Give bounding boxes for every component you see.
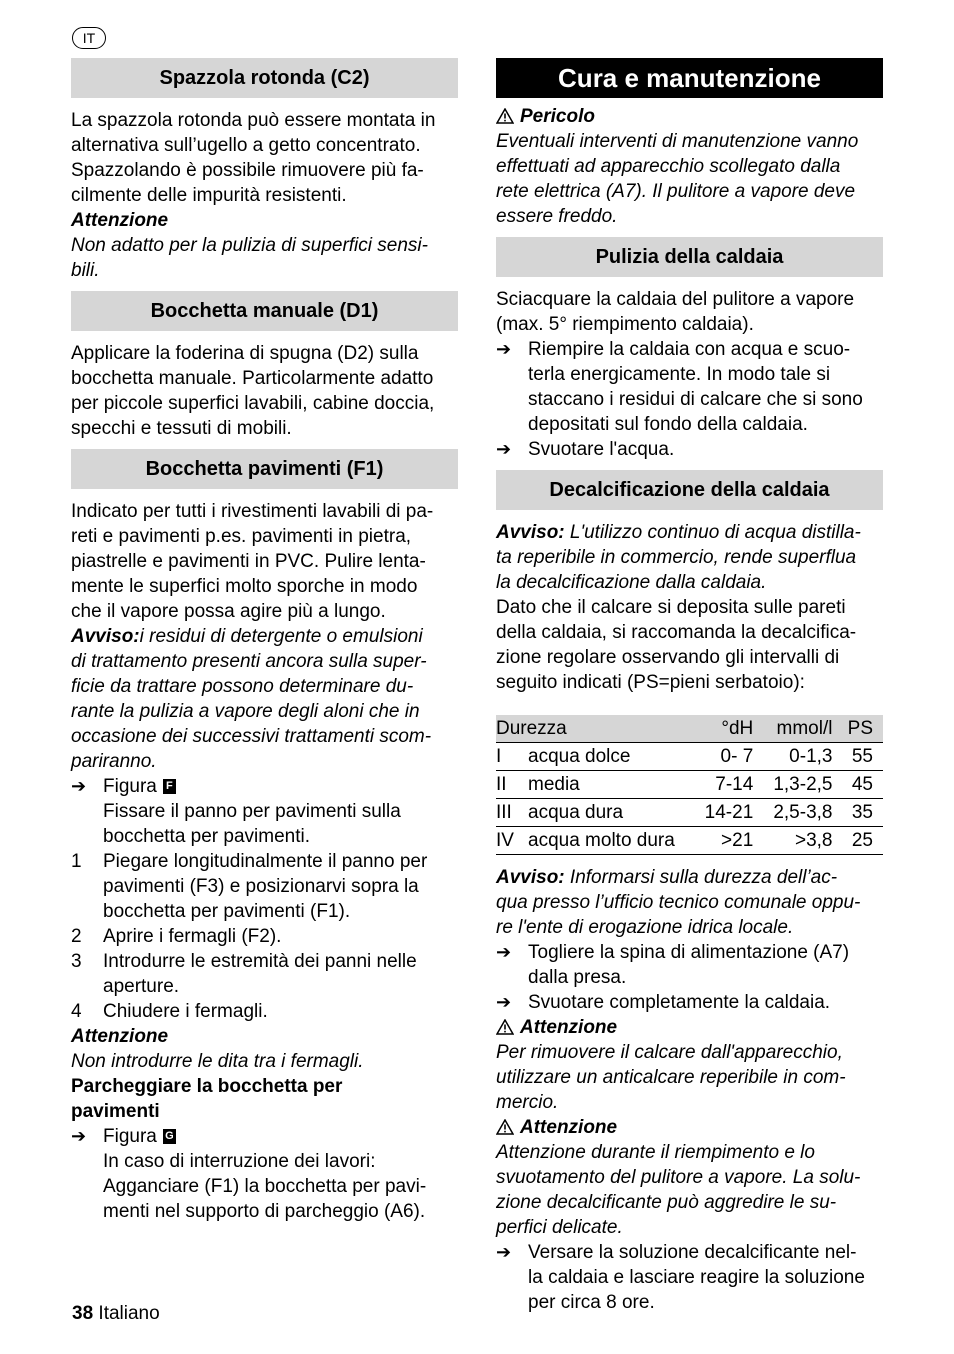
table-row [496, 771, 883, 799]
warning-triangle-icon [496, 108, 514, 124]
notice-line: qua presso l’ufficio tecnico comunale oppu- [496, 892, 861, 913]
table-cell: IV [496, 827, 528, 855]
table-row [496, 799, 883, 827]
list-item-text: per circa 8 ore. [528, 1292, 655, 1313]
figure-letter-icon: G [163, 1129, 176, 1144]
notice-label: Avviso: [496, 867, 565, 888]
notice-line: di trattamento presenti ancora sulla super- [71, 651, 427, 672]
list-item [496, 412, 883, 437]
paragraph: che il vapore possa agire più a lungo. [71, 601, 386, 622]
warning-triangle-icon [496, 1019, 514, 1035]
paragraph: zione regolare osservando gli intervalli di [496, 647, 840, 668]
warning-text: bili. [71, 260, 100, 281]
notice-text [496, 865, 883, 890]
step-item [71, 949, 458, 974]
subheading-parking: Parcheggiare la bocchetta per [71, 1076, 343, 1097]
notice-line: ficie da trattare possono determinare du- [71, 676, 414, 697]
table-cell: 25 [842, 827, 883, 855]
paragraph: La spazzola rotonda può essere montata in [71, 110, 436, 131]
paragraph: specchi e tessuti di mobili. [71, 418, 292, 439]
figure-label: Figura [103, 1126, 157, 1147]
step-text: Introdurre le estremità dei panni nelle [103, 951, 417, 972]
warning-text: Per rimuovere il calcare dall'apparecchio, [496, 1042, 843, 1063]
danger-text: rete elettrica (A7). Il pulitore a vapore deve [496, 181, 856, 202]
paragraph: alternativa sull’ugello a getto concentrato. [71, 135, 421, 156]
paragraph: Indicato per tutti i rivestimenti lavabili di pa- [71, 501, 434, 522]
right-column [496, 58, 883, 1315]
warning-triangle-icon [496, 1119, 514, 1135]
step-item [71, 924, 458, 949]
list-item-text: In caso di interruzione dei lavori: [103, 1151, 376, 1172]
list-item-text: depositati sul fondo della caldaia. [528, 414, 808, 435]
list-item [71, 1149, 458, 1174]
table-cell: I [496, 743, 528, 771]
paragraph: Dato che il calcare si deposita sulle pareti [496, 597, 846, 618]
table-cell: acqua dolce [528, 743, 696, 771]
figure-reference [71, 1124, 458, 1149]
arrow-right-icon: ➔ [496, 339, 512, 359]
list-item-text: terla energicamente. In modo tale si [528, 364, 831, 385]
list-item [496, 1265, 883, 1290]
notice-line: re l'ente di erogazione idrica locale. [496, 917, 794, 938]
warning-label: Attenzione [520, 1117, 618, 1138]
warning-title [496, 1115, 883, 1140]
notice-line: rante la pulizia a vapore degli aloni che in [71, 701, 420, 722]
list-item-text: Versare la soluzione decalcificante nel- [528, 1242, 857, 1263]
paragraph: cilmente delle impurità resistenti. [71, 185, 347, 206]
danger-label: Pericolo [520, 106, 595, 127]
list-item [496, 940, 883, 965]
list-item [496, 1240, 883, 1265]
notice-label: Avviso: [496, 522, 565, 543]
table-cell: III [496, 799, 528, 827]
section-heading-spazzola: Spazzola rotonda (C2) [71, 58, 458, 98]
list-item-text: Svuotare completamente la caldaia. [528, 992, 831, 1013]
paragraph: Sciacquare la caldaia del pulitore a vapore [496, 289, 855, 310]
table-cell: acqua molto dura [528, 827, 696, 855]
list-item-text: Togliere la spina di alimentazione (A7) [528, 942, 850, 963]
list-item-text: dalla presa. [528, 967, 627, 988]
notice-line: occasione dei successivi trattamenti scom- [71, 726, 432, 747]
paragraph: piastrelle e pavimenti in PVC. Pulire lenta- [71, 551, 426, 572]
table-header-cell: °dH [696, 715, 763, 743]
warning-title: Attenzione [71, 210, 169, 231]
list-item [496, 965, 883, 990]
table-cell: 2,5-3,8 [763, 799, 842, 827]
paragraph: (max. 5° riempimento caldaia). [496, 314, 754, 335]
table-cell: media [528, 771, 696, 799]
paragraph: seguito indicati (PS=pieni serbatoio): [496, 672, 805, 693]
step-item [71, 849, 458, 874]
danger-text: Eventuali interventi di manutenzione vanno [496, 131, 859, 152]
list-item [496, 437, 883, 462]
list-item-text: Fissare il panno per pavimenti sulla [103, 801, 401, 822]
table-cell: 45 [842, 771, 883, 799]
warning-text: utilizzare un anticalcare reperibile in com- [496, 1067, 846, 1088]
table-row [496, 827, 883, 855]
paragraph: reti e pavimenti p.es. pavimenti in pietra, [71, 526, 412, 547]
list-item [496, 362, 883, 387]
table-header-cell: Durezza [496, 715, 696, 743]
notice-text [496, 520, 883, 545]
step-number: 2 [71, 926, 82, 947]
warning-text: Non adatto per la pulizia di superfici sensi- [71, 235, 428, 256]
step-number: 3 [71, 951, 82, 972]
table-header-row [496, 715, 883, 743]
warning-text: mercio. [496, 1092, 559, 1113]
hardness-table [496, 715, 883, 855]
page-number: 38 [72, 1303, 94, 1324]
table-cell: 7-14 [696, 771, 763, 799]
notice-text [71, 624, 458, 649]
table-header-cell: mmol/l [763, 715, 842, 743]
danger-text: essere freddo. [496, 206, 618, 227]
warning-text: zione decalcificante può aggredire le su- [496, 1192, 837, 1213]
table-cell: >3,8 [763, 827, 842, 855]
paragraph: della caldaia, si raccomanda la decalcifica- [496, 622, 857, 643]
section-heading-manuale: Bocchetta manuale (D1) [71, 291, 458, 331]
list-item [71, 1199, 458, 1224]
figure-label: Figura [103, 776, 157, 797]
step-number: 4 [71, 1001, 82, 1022]
warning-title: Attenzione [71, 1026, 169, 1047]
notice-line: i residui di detergente o emulsioni [139, 626, 423, 647]
step-text: Piegare longitudinalmente il panno per [103, 851, 428, 872]
arrow-right-icon: ➔ [71, 1126, 87, 1146]
figure-reference [71, 774, 458, 799]
list-item [71, 799, 458, 824]
step-text: pavimenti (F3) e posizionarvi sopra la [103, 876, 419, 897]
list-item-text: la caldaia e lasciare reagire la soluzione [528, 1267, 865, 1288]
step-text: bocchetta per pavimenti (F1). [103, 901, 351, 922]
step-item [71, 999, 458, 1024]
paragraph: per piccole superfici lavabili, cabine doccia, [71, 393, 435, 414]
arrow-right-icon: ➔ [496, 439, 512, 459]
notice-line: pariranno. [71, 751, 157, 772]
notice-label: Avviso: [71, 626, 140, 647]
table-cell: 55 [842, 743, 883, 771]
list-item [71, 1174, 458, 1199]
danger-text: effettuati ad apparecchio scollegato dalla [496, 156, 841, 177]
step-item [71, 974, 458, 999]
list-item-text: Riempire la caldaia con acqua e scuo- [528, 339, 851, 360]
chapter-title: Cura e manutenzione [496, 58, 883, 98]
step-text: aperture. [103, 976, 180, 997]
list-item [496, 990, 883, 1015]
figure-letter-icon: F [163, 779, 176, 794]
danger-title [496, 104, 883, 129]
table-header-cell: PS [842, 715, 883, 743]
table-cell: >21 [696, 827, 763, 855]
paragraph: mente le superfici molto sporche in modo [71, 576, 418, 597]
paragraph: bocchetta manuale. Particolarmente adatto [71, 368, 434, 389]
list-item [496, 1290, 883, 1315]
subheading-parking: pavimenti [71, 1101, 160, 1122]
list-item-text: menti nel supporto di parcheggio (A6). [103, 1201, 426, 1222]
arrow-right-icon: ➔ [496, 992, 512, 1012]
step-text: Chiudere i fermagli. [103, 1001, 268, 1022]
notice-line: la decalcificazione dalla caldaia. [496, 572, 767, 593]
warning-title [496, 1015, 883, 1040]
step-number: 1 [71, 851, 82, 872]
step-item [71, 874, 458, 899]
list-item-text: bocchetta per pavimenti. [103, 826, 311, 847]
notice-line: ta reperibile in commercio, rende superflua [496, 547, 857, 568]
list-item [496, 337, 883, 362]
list-item-text: staccano i residui di calcare che si sono [528, 389, 863, 410]
table-row [496, 743, 883, 771]
notice-line: L'utilizzo continuo di acqua distilla- [564, 522, 861, 543]
step-item [71, 899, 458, 924]
table-cell: 14-21 [696, 799, 763, 827]
page-footer [72, 1303, 160, 1325]
list-item-text: Svuotare l'acqua. [528, 439, 675, 460]
table-cell: acqua dura [528, 799, 696, 827]
table-cell: 1,3-2,5 [763, 771, 842, 799]
left-column [71, 58, 458, 1224]
table-cell: II [496, 771, 528, 799]
paragraph: Applicare la foderina di spugna (D2) sulla [71, 343, 419, 364]
warning-text: Attenzione durante il riempimento e lo [496, 1142, 815, 1163]
table-cell: 0- 7 [696, 743, 763, 771]
list-item-text: Agganciare (F1) la bocchetta per pavi- [103, 1176, 427, 1197]
table-cell: 35 [842, 799, 883, 827]
section-heading-decalcificazione: Decalcificazione della caldaia [496, 470, 883, 510]
notice-line: Informarsi sulla durezza dell’ac- [564, 867, 838, 888]
list-item [496, 387, 883, 412]
warning-text: svuotamento del pulitore a vapore. La solu- [496, 1167, 861, 1188]
language-badge: IT [72, 27, 106, 49]
section-heading-pavimenti: Bocchetta pavimenti (F1) [71, 449, 458, 489]
step-text: Aprire i fermagli (F2). [103, 926, 282, 947]
table-cell: 0-1,3 [763, 743, 842, 771]
warning-text: Non introdurre le dita tra i fermagli. [71, 1051, 364, 1072]
footer-language: Italiano [98, 1303, 160, 1324]
warning-text: perfici delicate. [496, 1217, 623, 1238]
arrow-right-icon: ➔ [496, 942, 512, 962]
list-item [71, 824, 458, 849]
warning-label: Attenzione [520, 1017, 618, 1038]
arrow-right-icon: ➔ [496, 1242, 512, 1262]
paragraph: Spazzolando è possibile rimuovere più fa- [71, 160, 424, 181]
section-heading-pulizia: Pulizia della caldaia [496, 237, 883, 277]
arrow-right-icon: ➔ [71, 776, 87, 796]
